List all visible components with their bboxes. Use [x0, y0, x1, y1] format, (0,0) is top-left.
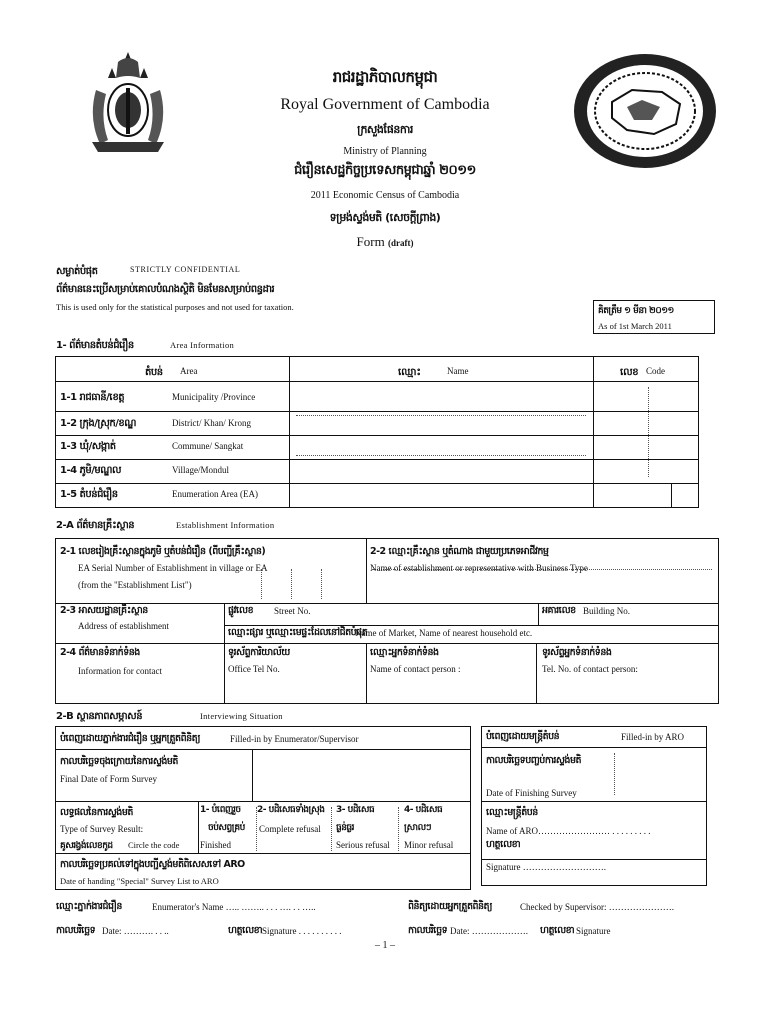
- opt3-km: 3- បដិសេធ: [336, 805, 375, 815]
- contact-tel-en: Tel. No. of contact person:: [542, 664, 638, 674]
- opt2-km: 2- បដិសេធទាំងស្រុង: [257, 805, 325, 815]
- sup-date-en: Date: ……………….: [450, 926, 528, 936]
- enum-sig-km: ហត្ថលេខា: [228, 925, 263, 936]
- col-code-km: លេខ: [620, 367, 639, 378]
- contact-person-en: Name of contact person :: [370, 664, 461, 674]
- supervisor-date-field[interactable]: [472, 922, 536, 938]
- enum-date-km: កាលបរិច្ឆេទ: [56, 925, 96, 936]
- census-title-en: 2011 Economic Census of Cambodia: [310, 190, 460, 201]
- form-label: Form: [356, 234, 385, 249]
- commune-code-field[interactable]: [594, 436, 698, 458]
- final-date-km: កាលបរិច្ឆេទចុងក្រោយនៃការស្ទង់មតិ: [60, 756, 178, 767]
- market-name-field[interactable]: [560, 624, 716, 642]
- enum-date-label: Date:: [102, 926, 122, 936]
- commune-name-field[interactable]: [290, 436, 590, 458]
- col-area-km: តំបន់: [145, 367, 163, 378]
- reference-date-en: As of 1st March 2011: [598, 321, 672, 331]
- c21-en1: EA Serial Number of Establishment in village or EA: [78, 563, 268, 573]
- area-row-2-km: 1-2 ក្រុង/ស្រុក/ខណ្ឌ: [60, 418, 136, 429]
- kingdom-title-km: រាជរដ្ឋាភិបាលកម្ពុជា: [332, 68, 438, 86]
- province-name-field[interactable]: [290, 382, 590, 410]
- aro-title-km: បំពេញដោយមន្ត្រីតំបន់: [486, 731, 560, 742]
- office-tel-en: Office Tel No.: [228, 664, 280, 674]
- census-title-km: ជំរឿនសេដ្ឋកិច្ចប្រទេសកម្ពុជាឆ្នាំ ២០១១: [294, 163, 476, 178]
- form-title-km: ទម្រង់ស្ទង់មតិ (សេចក្តីព្រាង): [329, 211, 441, 224]
- street-km: ផ្លូវលេខ: [228, 605, 254, 616]
- c21-en2: (from the "Establishment List"): [78, 580, 192, 590]
- section1-title-km: 1- ព័ត៌មានតំបន់ជំរឿន: [56, 340, 134, 351]
- survey-result-en: Type of Survey Result:: [60, 824, 144, 834]
- aro-name-km: ឈ្មោះមន្ត្រីតំបន់: [486, 807, 538, 818]
- aro-title-en: Filled-in by ARO: [621, 732, 685, 742]
- area-row-4-km: 1-4 ភូមិ/មណ្ឌល: [60, 465, 121, 476]
- area-row-2-en: District/ Khan/ Krong: [172, 418, 251, 428]
- result-option-3[interactable]: [334, 804, 400, 852]
- establishment-name-field[interactable]: [370, 574, 715, 598]
- sup-date-label: Date:: [450, 926, 470, 936]
- area-row-1-km: 1-1 រាជធានី/ខេត្ត: [60, 392, 125, 403]
- statistical-note-km: ព័ត៌មាននេះប្រើសម្រាប់គោលបំណងស្ថិតិ មិនមែនសម្រាប់ពន្ធដារ: [56, 284, 275, 295]
- contact-tel-km: ទូរស័ព្ទអ្នកទំនាក់ទំនង: [542, 647, 612, 658]
- special-list-date-field[interactable]: [250, 872, 468, 888]
- finish-date-field[interactable]: [616, 752, 706, 798]
- market-en: Name of Market, Name of nearest household etc.: [355, 628, 533, 638]
- district-code-field[interactable]: [594, 412, 698, 434]
- aro-name-label: Name of ARO: [486, 826, 538, 836]
- sup-date-km: កាលបរិច្ឆេទ: [408, 925, 448, 936]
- aro-sig-en: Signature ……………………….: [486, 862, 606, 872]
- checked-by-en: Checked by Supervisor: ………………….: [520, 902, 674, 912]
- sup-sig-label: Signature: [576, 926, 611, 936]
- street-number-field[interactable]: [330, 603, 530, 621]
- market-km: ឈ្មោះផ្សារ ឬឈ្មោះមេផ្ទះដែលនៅជិតបំផុត: [228, 627, 368, 638]
- checked-by-label: Checked by Supervisor:: [520, 902, 607, 912]
- aro-name-en: Name of ARO…………………… . . . . . . . . .: [486, 826, 651, 836]
- c24-en: Information for contact: [78, 666, 162, 676]
- area-row-5-km: 1-5 តំបន់ជំរឿន: [60, 489, 118, 500]
- coat-of-arms-icon: [78, 48, 178, 158]
- enumerator-name-en: Enumerator's Name ….. …….. . . . …. . . …..: [152, 902, 316, 912]
- ea-code-field[interactable]: [594, 484, 698, 506]
- section2a-title-en: Establishment Information: [176, 520, 275, 530]
- area-row-3-km: 1-3 ឃុំ/សង្កាត់: [60, 441, 116, 452]
- checked-by-km: ពិនិត្យដោយអ្នកត្រួតពិនិត្យ: [408, 901, 492, 912]
- opt1-km: 1- បំពេញរួច: [200, 805, 241, 815]
- contact-person-km: ឈ្មោះអ្នកទំនាក់ទំនង: [370, 647, 439, 658]
- survey-result-km: លទ្ធផលនៃការស្ទង់មតិ: [60, 807, 133, 818]
- enumerator-name-km: ឈ្មោះភ្នាក់ងារជំរឿន: [56, 901, 122, 912]
- village-code-field[interactable]: [594, 460, 698, 482]
- col-code-en: Code: [646, 366, 665, 376]
- aro-signature-label: Signature: [486, 862, 521, 872]
- contact-person-field[interactable]: [370, 676, 532, 700]
- area-row-1-en: Municipality /Province: [172, 392, 256, 402]
- contact-tel-field[interactable]: [542, 676, 716, 700]
- confidential-km: សម្ងាត់បំផុត: [56, 266, 98, 277]
- circle-code-km: គូសរង្វង់លេខកូដ: [60, 841, 113, 851]
- building-en: Building No.: [583, 606, 631, 616]
- opt4-km: 4- បដិសេធ: [404, 805, 443, 815]
- c22-en: Name of establishment or representative with Business Type: [370, 563, 588, 573]
- fill-by-enum-en: Filled-in by Enumerator/Supervisor: [230, 734, 359, 744]
- ea-name-field[interactable]: [290, 484, 590, 506]
- result-option-4[interactable]: [402, 804, 470, 852]
- confidential-en: STRICTLY CONFIDENTIAL: [130, 265, 241, 274]
- office-tel-km: ទូរស័ព្ទការិយាល័យ: [228, 647, 290, 658]
- form-title-en: [330, 234, 440, 250]
- district-name-field[interactable]: [290, 412, 590, 434]
- reference-date-box: [593, 300, 715, 334]
- enumerator-date-field[interactable]: [124, 922, 220, 938]
- opt1-sub-km: ចប់សព្វគ្រប់: [208, 823, 245, 833]
- sup-sig-en: [576, 926, 611, 936]
- section2a-title-km: 2-A ព័ត៌មានគ្រឹះស្ថាន: [56, 520, 135, 531]
- final-date-en: Final Date of Form Survey: [60, 774, 157, 784]
- village-name-field[interactable]: [290, 460, 590, 482]
- ministry-title-km: ក្រសួងផែនការ: [357, 123, 413, 136]
- province-code-field[interactable]: [594, 382, 698, 410]
- opt3-sub-km: ធ្ងន់ធ្ងរ: [336, 823, 354, 833]
- enumerator-signature-field[interactable]: [300, 922, 380, 938]
- c22-km: 2-2 ឈ្មោះគ្រឹះស្ថាន ឬតំណាង ជាមួយប្រភេទអាជីវកម្ម: [370, 546, 549, 557]
- aro-name-field[interactable]: [548, 822, 704, 838]
- statistical-note-en: This is used only for the statistical purposes and not used for taxation.: [56, 302, 294, 312]
- sup-sig-km: ហត្ថលេខា: [540, 925, 575, 936]
- c23-en: Address of establishment: [78, 621, 169, 631]
- enumerator-name-label: Enumerator's Name: [152, 902, 224, 912]
- street-en: Street No.: [274, 606, 311, 616]
- section2b-title-km: 2-B ស្ថានភាពសម្ភាសន៍: [56, 711, 143, 722]
- col-name-en: Name: [447, 366, 469, 376]
- aro-sig-km: ហត្ថលេខា: [486, 839, 521, 850]
- final-date-field[interactable]: [254, 750, 468, 798]
- circle-code-en: Circle the code: [128, 840, 180, 850]
- enum-date-en: Date: ………. . . ..: [102, 926, 169, 936]
- enum-sig-en: Signature . . . . . . . . . .: [262, 926, 342, 936]
- page-number: – 1 –: [375, 940, 395, 951]
- office-tel-field[interactable]: [228, 676, 362, 700]
- reference-date-km: គិតត្រឹម ១ មីនា ២០១១: [598, 306, 674, 316]
- enum-sig-label: Signature: [262, 926, 297, 936]
- area-row-4-en: Village/Mondul: [172, 465, 229, 475]
- kingdom-title-en: Royal Government of Cambodia: [280, 96, 490, 113]
- section1-title-en: Area Information: [170, 340, 235, 350]
- aro-signature-field[interactable]: [530, 858, 704, 876]
- opt2-en: Complete refusal: [259, 824, 321, 834]
- c23-km: 2-3 អាសយដ្ឋានគ្រឹះស្ថាន: [60, 605, 148, 616]
- supervisor-name-field[interactable]: [622, 898, 708, 914]
- building-km: អគារលេខ: [542, 605, 576, 616]
- fill-by-enum-km: បំពេញដោយភ្នាក់ងារជំរឿន ឬអ្នកត្រួតពិនិត្យ: [60, 733, 200, 744]
- enumerator-name-field[interactable]: [218, 898, 378, 914]
- area-row-5-en: Enumeration Area (EA): [172, 489, 258, 499]
- ministry-seal-icon: [572, 52, 718, 170]
- special-list-en: Date of handing "Special" Survey List to ARO: [60, 876, 219, 886]
- c24-km: 2-4 ព័ត៌មានទំនាក់ទំនង: [60, 647, 140, 658]
- finish-date-en: Date of Finishing Survey: [486, 788, 577, 798]
- result-option-1[interactable]: [198, 804, 254, 852]
- special-list-km: កាលបរិច្ឆេទប្រគល់ទៅក្នុងបញ្ជីស្ទង់មតិពិសេសទៅ ARO: [60, 859, 245, 870]
- ministry-title-en: Ministry of Planning: [343, 146, 427, 157]
- form-draft-label: (draft): [387, 238, 414, 248]
- opt3-en: Serious refusal: [336, 840, 390, 850]
- c21-km: 2-1 លេខរៀងគ្រឹះស្ថានក្នុងភូមិ ឬតំបន់ជំរឿន (ពីបញ្ជីគ្រឹះស្ថាន): [60, 546, 266, 557]
- col-name-km: ឈ្មោះ: [398, 367, 421, 378]
- opt1-en: Finished: [200, 840, 232, 850]
- building-number-field[interactable]: [640, 603, 716, 621]
- col-area-en: Area: [180, 366, 198, 376]
- section2b-title-en: Interviewing Situation: [200, 711, 283, 721]
- supervisor-signature-field[interactable]: [616, 922, 706, 938]
- opt4-en: Minor refusal: [404, 840, 454, 850]
- opt4-sub-km: ស្រាលៗ: [404, 823, 432, 833]
- result-option-2[interactable]: [257, 804, 329, 852]
- area-row-3-en: Commune/ Sangkat: [172, 441, 244, 451]
- finish-date-km: កាលបរិច្ឆេទបញ្ចប់ការស្ទង់មតិ: [486, 755, 582, 766]
- ea-serial-field[interactable]: [200, 568, 360, 598]
